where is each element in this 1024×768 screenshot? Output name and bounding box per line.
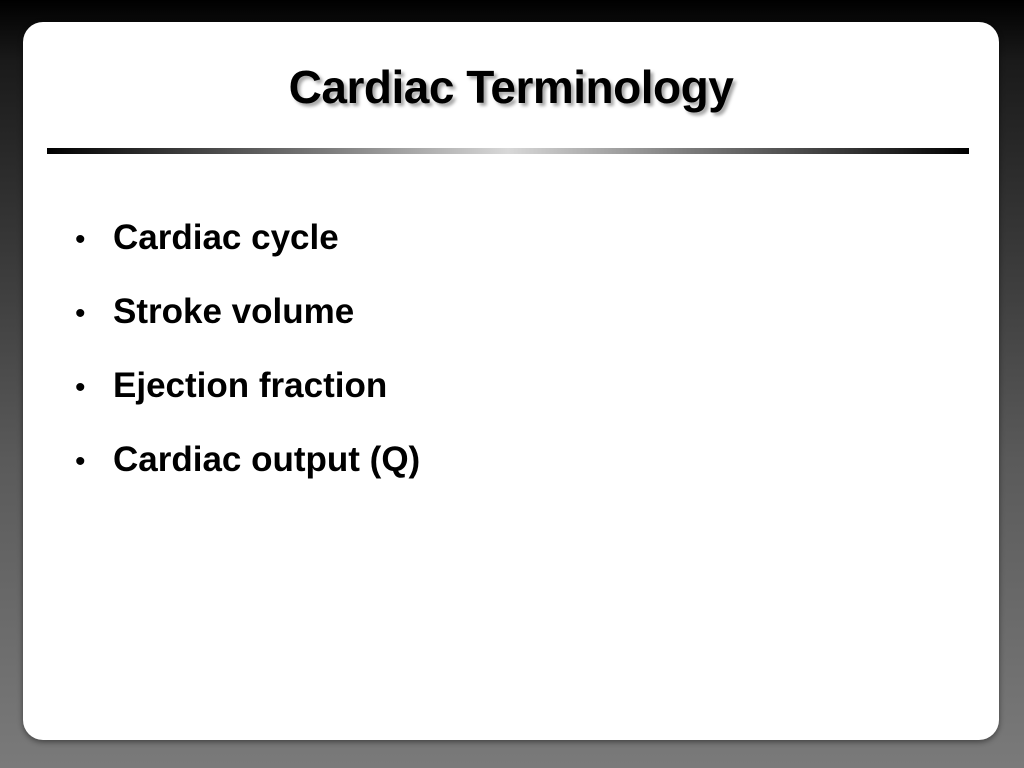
bullet-icon: • <box>75 223 86 256</box>
bullet-text-cardiac-cycle: Cardiac cycle <box>113 218 339 257</box>
slide-card <box>23 22 999 740</box>
slide-title: Cardiac Terminology <box>288 61 734 113</box>
bullet-icon: • <box>75 445 86 478</box>
bullet-icon: • <box>75 371 86 404</box>
list-item <box>75 218 420 292</box>
bullet-icon: • <box>75 297 86 330</box>
bullet-list <box>75 218 420 514</box>
bullet-text-stroke-volume: Stroke volume <box>113 292 355 331</box>
bullet-text-ejection-fraction: Ejection fraction <box>113 366 388 405</box>
title-divider <box>47 148 969 154</box>
list-item <box>75 440 420 514</box>
list-item <box>75 292 420 366</box>
bullet-text-cardiac-output: Cardiac output (Q) <box>113 440 421 479</box>
list-item <box>75 366 420 440</box>
